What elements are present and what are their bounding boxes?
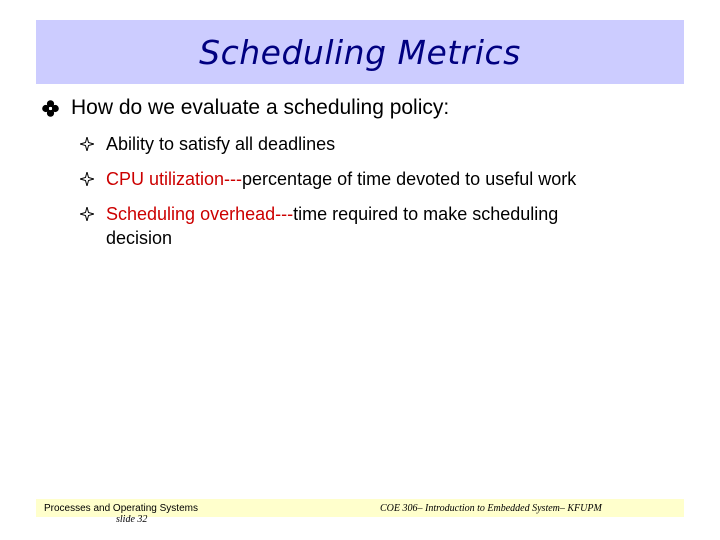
term-definition: percentage of time devoted to useful work xyxy=(242,169,577,189)
term-definition: time required to make scheduling decision xyxy=(106,204,559,248)
slide-number: slide 32 xyxy=(116,514,148,525)
four-point-star-icon xyxy=(80,207,94,221)
main-bullet-text: How do we evaluate a scheduling policy: xyxy=(71,96,450,119)
dash-separator: --- xyxy=(275,204,294,224)
title-bar xyxy=(36,20,684,84)
sub-bullet-item xyxy=(80,202,626,250)
sub-bullet-text xyxy=(106,202,626,250)
footer-left xyxy=(44,503,198,525)
sub-bullet-item xyxy=(80,167,666,191)
diamond-bullet-icon xyxy=(42,100,59,117)
sub-bullet-text: Ability to satisfy all deadlines xyxy=(106,134,336,154)
dash-separator: --- xyxy=(224,169,243,189)
sub-bullet-item xyxy=(80,132,666,156)
footer-course: COE 306– Introduction to Embedded System– KFUPM xyxy=(380,503,602,514)
footer-section-title: Processes and Operating Systems xyxy=(44,503,198,514)
main-bullet xyxy=(42,94,449,122)
four-point-star-icon xyxy=(80,137,94,151)
highlighted-term: CPU utilization xyxy=(106,169,225,189)
highlighted-term: Scheduling overhead xyxy=(106,204,276,224)
four-point-star-icon xyxy=(80,172,94,186)
sub-bullet-text xyxy=(106,167,666,191)
slide-title: Scheduling Metrics xyxy=(199,32,521,72)
